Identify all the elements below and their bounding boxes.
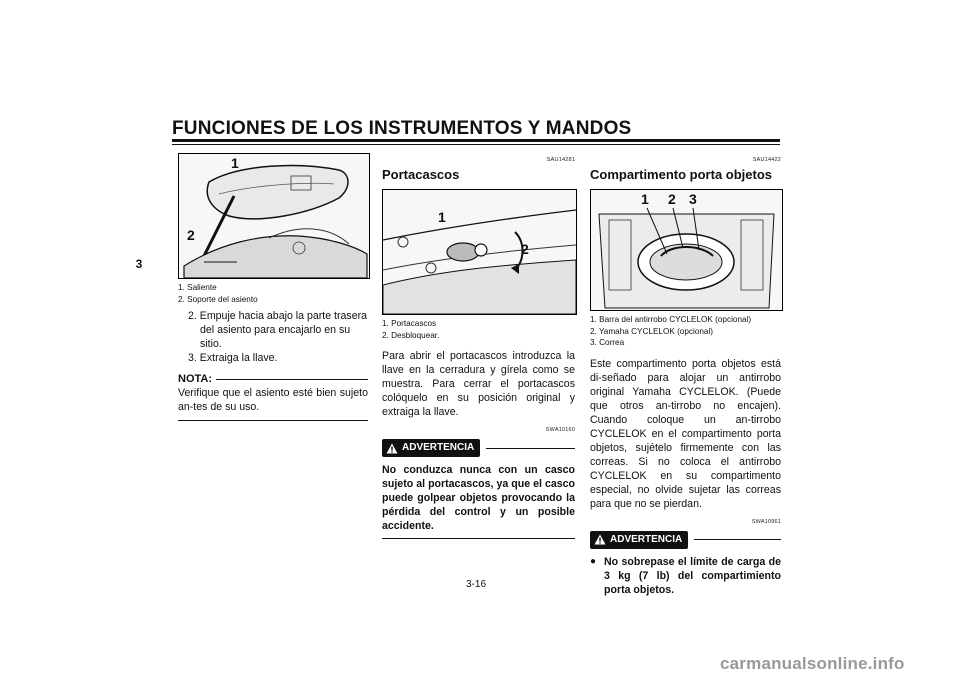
caption-item: 2. Desbloquear. — [382, 330, 440, 340]
figure-callout-2: 2 — [521, 241, 529, 257]
warning-label: ADVERTENCIA — [402, 442, 475, 453]
column-helmet-holder — [382, 153, 575, 539]
storage-illustration — [591, 190, 782, 310]
warning-text: No conduzca nunca con un casco sujeto al portacascos, ya que el casco puede golpear objetos provocando la pérdida del control y un posible accidente. — [382, 464, 575, 532]
helmet-holder-illustration — [383, 190, 576, 314]
warning-label: ADVERTENCIA — [610, 533, 683, 545]
figure-callout-1: 1 — [231, 155, 239, 171]
note-text: Verifique que el asiento esté bien sujeto an-tes de su uso. — [178, 387, 368, 413]
note-rule — [216, 379, 368, 380]
caption-item: 3. Correa — [590, 338, 625, 347]
storage-body-text: Este compartimento porta objetos está di-señado para alojar un antirrobo original Yamaha CYCLELOK. (Puede que otros an-tirrobo no encajen). Cuando coloque un an-tirrobo CYCLELOK en el compartimento porta objetos, sujételo firmemente con las correas. Si no coloca el antirrobo CYCLELOK en su compartimento especial, no olvide sujetar las correas para que no se pierdan. — [590, 357, 781, 510]
warning-triangle-icon — [386, 443, 398, 454]
warning-rule — [694, 539, 781, 540]
seat-illustration — [179, 154, 369, 278]
warning-badge — [590, 531, 688, 549]
step-item: 3. Extraiga la llave. — [188, 352, 278, 364]
section-code: SAU14281 — [546, 157, 575, 163]
helmet-holder-figure — [382, 189, 577, 315]
warning-code: SWA10160 — [545, 427, 575, 433]
bullet-dot-icon: ● — [590, 555, 597, 567]
warning-code: SWA10961 — [751, 518, 781, 525]
watermark: carmanualsonline.info — [720, 654, 905, 673]
section-heading: Portacascos — [382, 167, 460, 182]
storage-figure-caption — [590, 314, 781, 349]
caption-item: 2. Soporte del asiento — [178, 294, 258, 304]
figure-callout-1: 1 — [641, 191, 649, 207]
page-title: FUNCIONES DE LOS INSTRUMENTOS Y MANDOS — [172, 118, 632, 139]
note-heading — [178, 372, 368, 386]
caption-item: 1. Barra del antirrobo CYCLELOK (opcional) — [590, 315, 752, 324]
seat-figure — [178, 153, 370, 279]
note-label: NOTA: — [178, 373, 213, 385]
caption-item: 1. Portacascos — [382, 319, 437, 328]
title-rule-thin — [172, 144, 780, 145]
helmet-figure-caption — [382, 318, 575, 341]
warning-bullet — [590, 555, 781, 597]
warning-header — [590, 531, 781, 549]
title-rule — [172, 139, 780, 142]
figure-callout-3: 3 — [689, 191, 697, 207]
figure-callout-2: 2 — [668, 191, 676, 207]
storage-figure — [590, 189, 783, 311]
column-seat — [178, 153, 368, 421]
figure-callout-1: 1 — [438, 209, 446, 225]
page-number: 3-16 — [466, 579, 487, 590]
helmet-body-text: Para abrir el portacascos introduzca la llave en la cerradura y gírela como se muestra. Para cerrar el portacascos colóquelo en su posición original y extraiga la llave. — [382, 350, 575, 418]
warning-triangle-icon — [594, 534, 606, 545]
section-heading: Compartimento porta objetos — [590, 167, 773, 182]
section-code: SAU14422 — [752, 157, 781, 163]
step-item: 2. Empuje hacia abajo la parte trasera del asiento para encajarlo en su sitio. — [188, 310, 368, 350]
caption-item: 1. Saliente — [178, 283, 217, 292]
note-end-rule — [178, 420, 368, 421]
warning-end-rule — [382, 538, 575, 539]
warning-badge — [382, 439, 480, 457]
warning-header — [382, 439, 575, 457]
figure-callout-2: 2 — [187, 227, 195, 243]
caption-item: 2. Yamaha CYCLELOK (opcional) — [590, 326, 714, 336]
warning-bullet-text: No sobrepase el límite de carga de 3 kg (7 lb) del compartimiento porta objetos. — [604, 555, 781, 596]
warning-rule — [486, 448, 575, 449]
steps-list — [178, 309, 368, 365]
chapter-tab: 3 — [130, 249, 148, 279]
seat-figure-caption — [178, 282, 368, 305]
column-storage — [590, 153, 781, 597]
